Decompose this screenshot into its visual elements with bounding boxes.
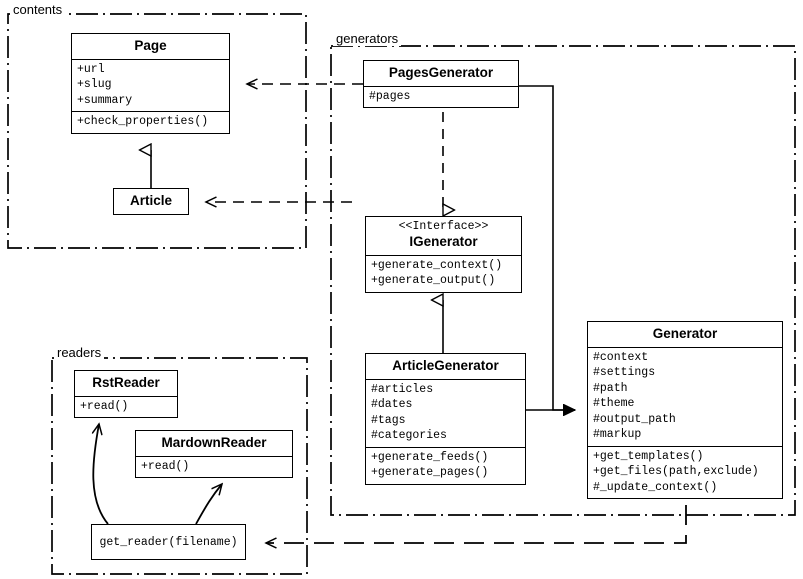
class-operations-mardownreader bbox=[136, 456, 292, 478]
class-attributes-generator bbox=[588, 347, 782, 446]
operation: +get_templates() bbox=[593, 449, 704, 463]
class-box-igenerator[interactable] bbox=[365, 216, 522, 293]
class-attributes-page bbox=[72, 59, 229, 112]
attribute: #output_path bbox=[593, 412, 676, 426]
class-name-article: Article bbox=[129, 193, 173, 208]
class-box-pagesgenerator[interactable] bbox=[363, 60, 519, 108]
class-name-page: Page bbox=[134, 38, 167, 53]
class-box-generator[interactable] bbox=[587, 321, 783, 499]
class-box-mardownreader[interactable] bbox=[135, 430, 293, 478]
attribute: +summary bbox=[77, 93, 133, 107]
relation-getreader-rstreader bbox=[93, 424, 108, 524]
relation-generator-getreader bbox=[266, 505, 686, 543]
relation-pagesgenerator-generator bbox=[519, 86, 575, 410]
attribute: #tags bbox=[371, 413, 406, 427]
attribute: #settings bbox=[593, 366, 656, 380]
class-operations-igenerator bbox=[366, 255, 521, 292]
class-attributes-articlegenerator bbox=[366, 379, 525, 447]
attribute: #categories bbox=[371, 429, 447, 443]
operation: +generate_context() bbox=[371, 258, 503, 272]
attribute: +url bbox=[77, 62, 105, 76]
attribute: #markup bbox=[593, 428, 642, 442]
class-operations-rstreader bbox=[75, 396, 177, 418]
attribute: +slug bbox=[77, 78, 112, 92]
class-name-mardownreader: MardownReader bbox=[161, 435, 267, 450]
class-operations-generator bbox=[588, 446, 782, 499]
package-label-contents: contents bbox=[10, 2, 65, 17]
class-attributes-pagesgenerator bbox=[364, 86, 518, 108]
class-name-pagesgenerator: PagesGenerator bbox=[388, 65, 494, 80]
package-label-readers: readers bbox=[54, 345, 104, 360]
class-box-page[interactable] bbox=[71, 33, 230, 134]
class-name-generator: Generator bbox=[652, 326, 718, 341]
attribute: #pages bbox=[369, 89, 411, 103]
class-name-igenerator: IGenerator bbox=[409, 234, 478, 250]
operation: #_update_context() bbox=[593, 480, 718, 494]
attribute: #articles bbox=[371, 382, 434, 396]
operation: +read() bbox=[80, 399, 129, 413]
package-label-generators: generators bbox=[333, 31, 401, 46]
operation: +generate_pages() bbox=[371, 466, 489, 480]
class-operations-articlegenerator bbox=[366, 447, 525, 484]
operation: +check_properties() bbox=[77, 115, 209, 129]
class-operations-page bbox=[72, 111, 229, 133]
relation-getreader-mardownreader bbox=[196, 484, 222, 524]
class-name-rstreader: RstReader bbox=[92, 375, 160, 390]
function-box-get-reader[interactable]: get_reader(filename) bbox=[91, 524, 246, 560]
class-name-articlegenerator: ArticleGenerator bbox=[392, 358, 499, 373]
attribute: #context bbox=[593, 350, 649, 364]
operation: +generate_output() bbox=[371, 274, 496, 288]
operation: +get_files(path,exclude) bbox=[593, 465, 759, 479]
class-box-article[interactable] bbox=[113, 188, 189, 215]
attribute: #theme bbox=[593, 397, 635, 411]
operation: +generate_feeds() bbox=[371, 450, 489, 464]
class-box-rstreader[interactable] bbox=[74, 370, 178, 418]
class-box-articlegenerator[interactable] bbox=[365, 353, 526, 485]
attribute: #path bbox=[593, 381, 628, 395]
attribute: #dates bbox=[371, 398, 413, 412]
class-stereotype-igenerator: <<Interface>> bbox=[398, 220, 489, 233]
operation: +read() bbox=[141, 459, 190, 473]
